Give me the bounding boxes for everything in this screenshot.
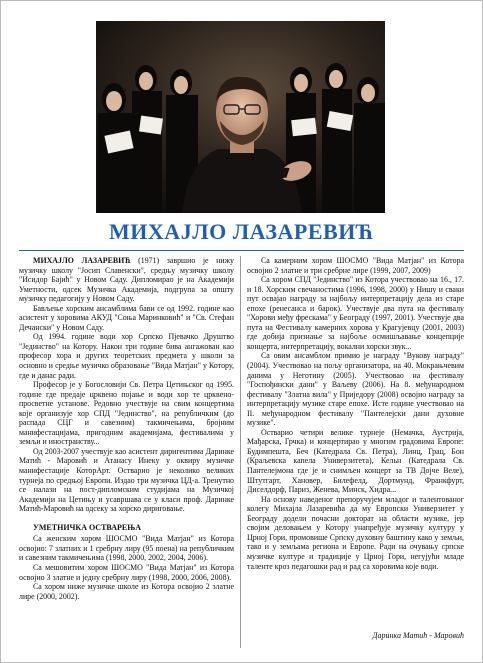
paragraph: Бављење хорским ансамблима бави се од 1992. године као асистент у хоровима АКУД "Соња Маринковић" и "Св. Стефан Дечански" у Новом Саду. xyxy=(19,303,234,332)
article-title: МИХАЈЛО ЛАЗАРЕВИЋ xyxy=(109,219,374,244)
paragraph: Од 2003-2007 учествује као асистент диригентима Даринке Матић - Маровић и Атанасу Инеку у оквиру музичке манифестације КоторАрт. Остварио је неколико великих турнеја по средњој Европи. Издао три музичка ЦД-а. Тренутно се налази на пост-дипломским студијама на Музичкој Академији на Цетињу и усавршава се у класи проф. Даринке Матић-Маровић на одсеку за хорско дириговање. xyxy=(19,446,234,514)
conductor-choir-photo xyxy=(96,21,385,213)
paragraph: Са овим ансамблом примио је награду "Вукову награду" (2004). Учествовао на пољу организатора, на 40. Мокрањчевим данима у Неготину (2005). Учествовао на фестивалу "Госпођински дани" у Ваљеву (2006). На 8. међународном фестивалу "Златна вила" у Приједору (2008) освојио награду за интерпретацију музике старе епохе. Исте године учествовао на II. међународном фестивалу "Пантелејски дани духовне музике". xyxy=(247,351,464,428)
paragraph: Професор је у Богословији Св. Петра Цетињског од 1995. године где предаје црквено појање и води хор те црквено-просветне установе. Редовно учествује на свим концертима које организује хор СПД "Јединство", на републичким (до распада СЦГ и савезним) такмичењима, бројним манифестацијама, пригодним академијама, фестивалима у земљи и иностранству... xyxy=(19,380,234,447)
paragraph: Са женским хором ШОСМО "Вида Матјан" из Котора освојио: 7 златних и 1 сребрну лиру (95 поена) на републичким и савезним такмичењима (1998, 2000, 2002, 2004, 2006). xyxy=(19,534,234,563)
paragraph: Са хором СПД "Јединство" из Котора учествовао на 16., 17. и 18. Хорским свечаностима (1996, 1998, 2000) у Нишу и сваки пут освајао награду за најбољу интерпретацију дела из старе епохе (ренесанса и барок). Учествује два пута на фестивалу "Хорови међу фрескама" у Београду (1997, 2001). Учествује два пута на Фестивалу камерних хорова у Крагујевцу (2001, 2003) где добија признање за најбоље осмишљавање концепције концерта, интерпретацију, вокални хорски звук... xyxy=(247,275,464,351)
paragraph: Са хором ниже музичке школе из Котора освојио 2 златне лире (2000, 2002). xyxy=(19,582,234,601)
right-column xyxy=(247,256,464,571)
paragraph: Остварио четири велике турнеје (Немачка, Аустрија, Мађарска, Грчка) и концертирао у многим градовима Европе: Будимпешта, Беч (Катедрала Св. Петра), Линц, Грац, Бон (Краљевска капела Универзитета), Кельн (Катедрала Св. Пантелејмона где је и снимљен концерт за ТВ Дојче Веле), Штутгарт, Хановер, Билефелд, Дортмунд, Франкфурт, Диселдорф, Париз, Женева, Минск, Хидра... xyxy=(247,427,464,495)
paragraph: Од 1994. године води хор Српско Пјевачко Друштво "Јединство" на Котору. Након три године бива ангажован као професор хора и других теоретских предмета у школи за основно и средње музичко образовање "Вида Матјан" у Котору, где и данас ради. xyxy=(19,332,234,380)
paragraph: Са камерним хором ШОСМО "Вида Матјан" из Котора освојио 2 златне и три сребрне лире (1999, 2007, 2009) xyxy=(247,256,464,275)
biography-paragraph xyxy=(19,256,234,304)
paragraph: На основу наведеног препоручујем младог и талентованог колегу Михајла Лазаревића да му Европски Универзитет у Београду додели почасни докторат на области музике, јер својим деловањем у Котору унапређује музичку културу у Црној Гори, промовише Српску духовну баштину како у земљи, тако и у земљама региона и Европе. Ради на очувању српске музичке културе и традиције у Црној Гори, негујући младе таленте кроз педагошки рад и рад са хоровима које води. xyxy=(247,494,464,571)
left-column xyxy=(19,256,234,601)
photo-illustration xyxy=(96,21,385,213)
title-rule xyxy=(19,250,464,251)
section-heading: УМЕТНИЧКА ОСТВАРЕЊА xyxy=(33,522,142,532)
column-divider xyxy=(240,256,241,648)
name-lead: МИХАЈЛО ЛАЗАРЕВИЋ xyxy=(33,256,131,265)
biography-text: (1971) завршио је нижу музичку школу "Јосип Славенски", средњу музичку школу "Исидор Бајић" у Новом Саду. Дипломирао је на Академији Уметности, одсек Музичка Академија, подгрупа за општу музичку педагогију у Новом Саду. xyxy=(19,256,234,304)
author-signature: Даринка Матић - Маровић xyxy=(372,631,464,640)
paragraph: Са мешовитим хором ШОСМО "Вида Матјан" из Котора освојио 3 златне и једну сребрну лиру (1998, 2000, 2006, 2008). xyxy=(19,562,234,582)
